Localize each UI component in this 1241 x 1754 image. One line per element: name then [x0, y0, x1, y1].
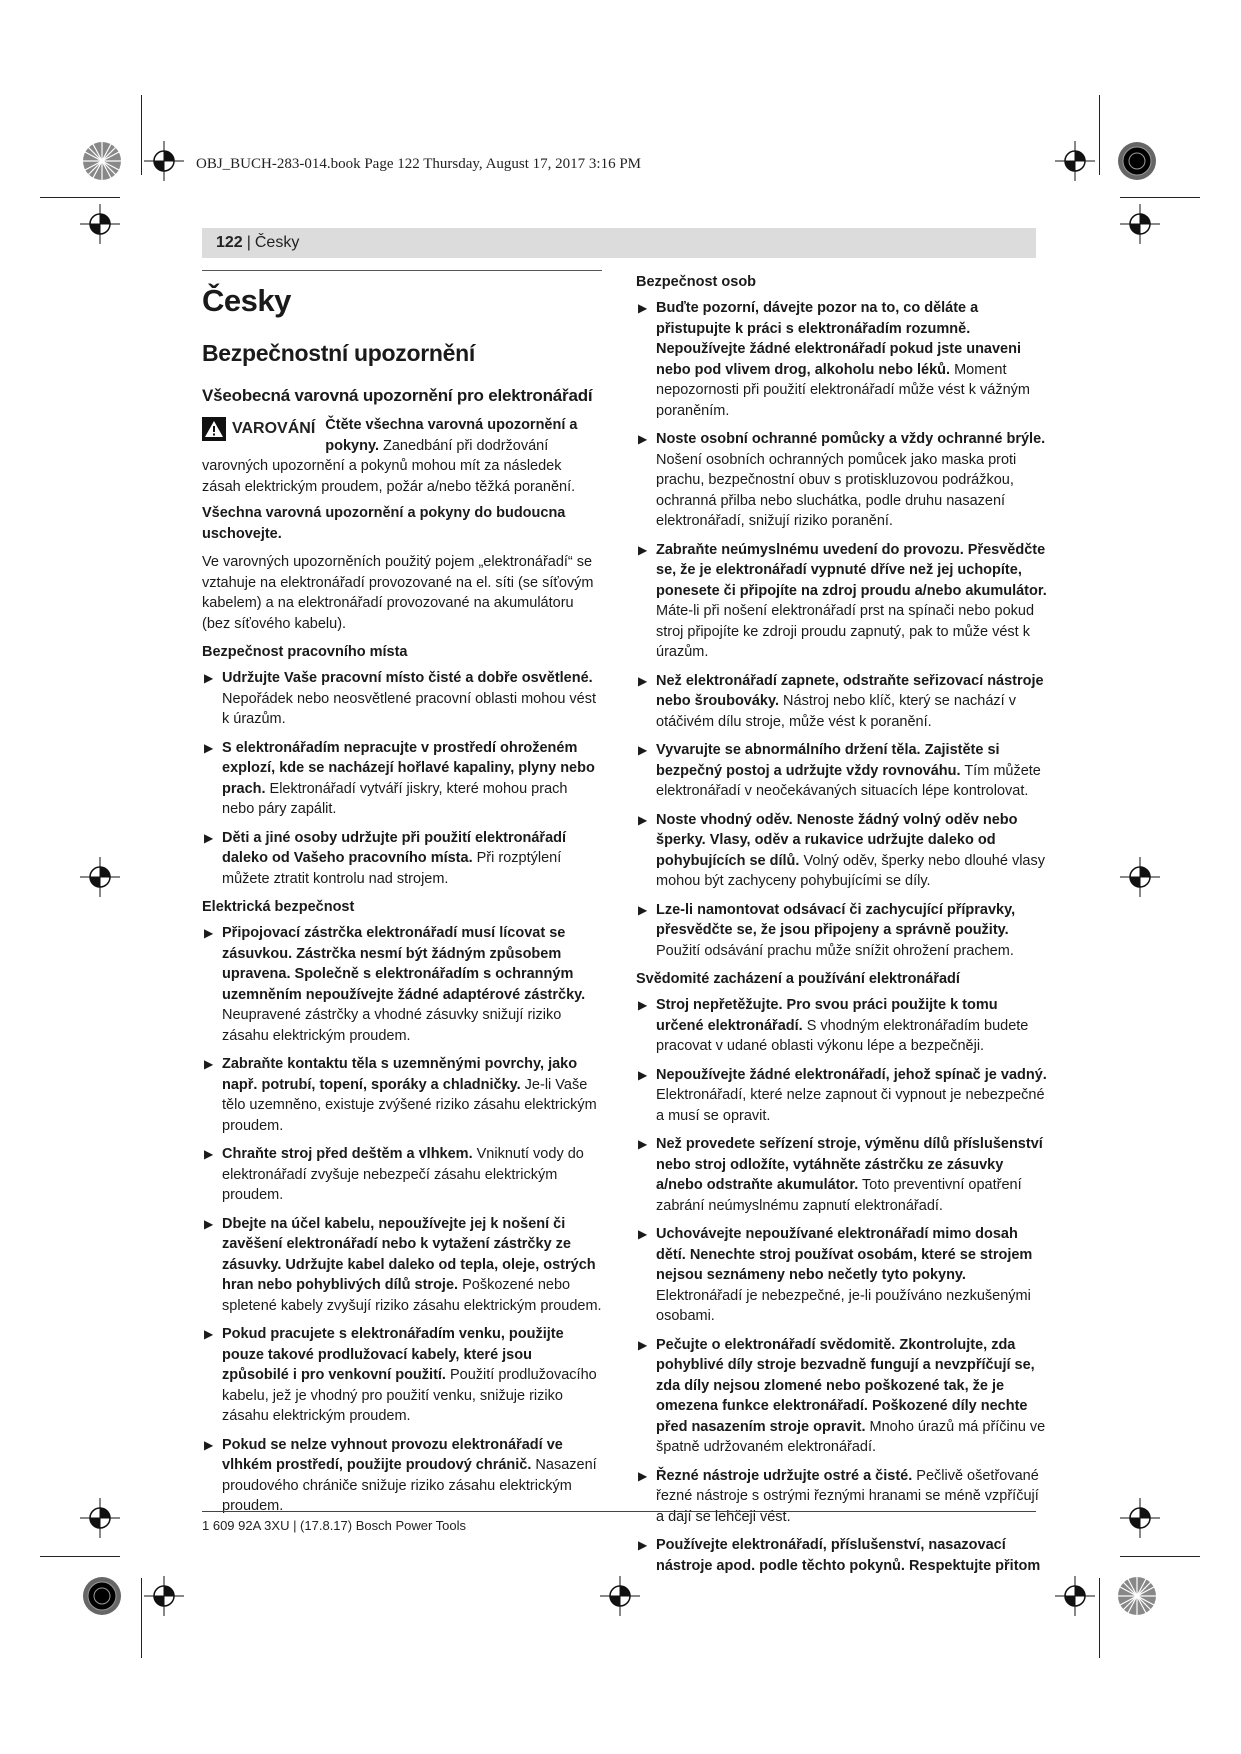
registration-crosshair-icon [1120, 1498, 1160, 1538]
registration-circle-icon [82, 1576, 122, 1616]
bullet-arrow-icon: ▶ [204, 1057, 214, 1071]
personal-heading: Bezpečnost osob [636, 274, 757, 290]
list-item: ▶ Stroj nepřetěžujte. Pro svou práci použijte k tomu určené elektronářadí. S vhodným elektronářadím budete pracovat v udané oblasti výkonu lépe a bezpečněji. [638, 997, 1029, 1054]
keep-instructions: Všechna varovná upozornění a pokyny do budoucna uschovejte. [202, 505, 566, 542]
bullet-arrow-icon: ▶ [638, 998, 648, 1012]
subsection-title: Všeobecná varovná upozornění pro elektronářadí [202, 386, 593, 405]
warning-word: VAROVÁNÍ [232, 419, 316, 437]
crop-line [141, 95, 142, 175]
bullet-arrow-icon: ▶ [638, 812, 648, 827]
list-item: ▶ Udržujte Vaše pracovní místo čisté a dobře osvětlené. Nepořádek nebo neosvětlené pracovní oblasti mohou vést k úrazům. [204, 670, 597, 727]
registration-circle-icon [1117, 141, 1157, 181]
page-header [202, 228, 1036, 258]
bullet-arrow-icon: ▶ [638, 301, 648, 315]
bullet-arrow-icon: ▶ [638, 1227, 648, 1241]
crop-line [1099, 95, 1100, 175]
warning-tag [202, 417, 315, 441]
bullet-arrow-icon: ▶ [204, 740, 214, 755]
workplace-heading: Bezpečnost pracovního místa [202, 644, 408, 660]
bullet-arrow-icon: ▶ [204, 1216, 214, 1231]
footer-rule [202, 1511, 1036, 1512]
bullet-arrow-icon: ▶ [204, 1437, 214, 1452]
column-rule [202, 270, 602, 271]
list-item: ▶ Vyvarujte se abnormálního držení těla. Zajistěte si bezpečný postoj a udržujte vždy rovnováhu. Tím můžete elektronářadí v neočekávaných situacích lépe kontrolovat. [638, 742, 1041, 799]
careful-use-list [636, 995, 1048, 1576]
registration-crosshair-icon [1120, 204, 1160, 244]
header-separator: | [246, 234, 251, 251]
registration-crosshair-icon [144, 1576, 184, 1616]
bullet-arrow-icon: ▶ [204, 926, 214, 940]
list-item: ▶ Zabraňte neúmyslnému uvedení do provozu. Přesvědčte se, že je elektronářadí vypnuté dříve než jej uchopíte, ponesete či připojíte na zdroj proudu a/nebo akumulátor. Máte-li při nošení elektronářadí prst na spínači nebo pokud stroj připojíte ke zdroji proudu zapnutý, pak to může vést k úrazům. [638, 541, 1047, 660]
list-item: ▶ Uchovávejte nepoužívané elektronářadí mimo dosah dětí. Nenechte stroj používat osobám, které se strojem nejsou seznámeny nebo nečetly tyto pokyny. Elektronářadí je nebezpečné, je-li používáno nezkušenými osobami. [638, 1226, 1033, 1324]
right-column [636, 272, 1048, 1584]
bullet-arrow-icon: ▶ [204, 671, 214, 685]
electrical-heading: Elektrická bezpečnost [202, 899, 355, 915]
registration-circle-icon [1117, 1576, 1157, 1616]
list-item: ▶ Řezné nástroje udržujte ostré a čisté. Pečlivě ošetřované řezné nástroje s ostrými řeznými hranami se méně vzpříčují a dají se lehčeji vést. [638, 1467, 1039, 1525]
list-item: ▶ Nepoužívejte žádné elektronářadí, jehož spínač je vadný. Elektronářadí, které nelze zapnout či vypnout je nebezpečné a musí se opravit. [638, 1066, 1047, 1124]
list-item: ▶ Pokud se nelze vyhnout provozu elektronářadí ve vlhkém prostředí, použijte proudový chránič. Nasazení proudového chrániče snižuje riziko zásahu elektrickým proudem. [204, 1436, 597, 1514]
list-item: ▶ Noste osobní ochranné pomůcky a vždy ochranné brýle. Nošení osobních ochranných pomůcek jako maska proti prachu, bezpečnostní obuv s protiskluzovou podrážkou, ochranná přilba nebo sluchátka, podle druhu nasazení elektronářadí, snižují riziko poranění. [638, 431, 1046, 529]
bullet-arrow-icon: ▶ [638, 1337, 648, 1352]
warning-paragraph [202, 415, 602, 497]
bullet-arrow-icon: ▶ [638, 902, 648, 917]
list-item: ▶ Děti a jiné osoby udržujte při použití elektronářadí daleko od Vašeho pracovního místa. Při rozptýlení můžete ztratit kontrolu nad strojem. [204, 829, 567, 887]
list-item: ▶ Noste vhodný oděv. Nenoste žádný volný oděv nebo šperky. Vlasy, oděv a rukavice udržujte daleko od pohybujících se dílů. Volný oděv, šperky nebo dlouhé vlasy mohou být zachyceny pohybujícími se díly. [638, 811, 1046, 889]
crop-line [1099, 1578, 1100, 1658]
list-item: ▶ Používejte elektronářadí, příslušenství, nasazovací nástroje apod. podle těchto pokynů. Respektujte přitom [638, 1537, 1041, 1574]
left-column [202, 270, 602, 1525]
list-item: ▶ Buďte pozorní, dávejte pozor na to, co děláte a přistupujte k práci s elektronářadím rozumně. Nepoužívejte žádné elektronářadí pokud jste unaveni nebo pod vlivem drog, alkoholu nebo léků. Moment nepozornosti při použití elektronářadí může vést k vážným poraněním. [638, 300, 1030, 419]
crop-line [1120, 197, 1200, 198]
registration-crosshair-icon [80, 204, 120, 244]
crop-line [40, 1556, 120, 1557]
warning-bold: Čtěte všechna varovná upozornění a pokyny. [325, 417, 578, 454]
crop-line [1120, 1556, 1200, 1557]
bullet-arrow-icon: ▶ [204, 1327, 214, 1341]
bullet-arrow-icon: ▶ [638, 1538, 648, 1552]
bullet-arrow-icon: ▶ [638, 743, 648, 757]
bullet-arrow-icon: ▶ [638, 1468, 648, 1483]
header-language: Česky [254, 234, 300, 251]
warning-text: Zanedbání při dodržování varovných upozornění a pokynů mohou mít za následek zásah elektrickým proudem, požár a/nebo těžká poranění. [202, 437, 576, 495]
section-title: Bezpečnostní upozornění [202, 340, 475, 366]
registration-crosshair-icon [1055, 1576, 1095, 1616]
print-slug: OBJ_BUCH-283-014.book Page 122 Thursday, August 17, 2017 3:16 PM [196, 156, 642, 172]
list-item: ▶ S elektronářadím nepracujte v prostředí ohroženém explozí, kde se nacházejí hořlavé kapaliny, plyny nebo prach. Elektronářadí vytváří jiskry, které mohou prach nebo páry zapálit. [204, 739, 595, 817]
personal-list [636, 298, 1048, 961]
list-item: ▶ Pečujte o elektronářadí svědomitě. Zkontrolujte, zda pohyblivé díly stroje bezvadně fungují a nevzpříčují se, zda díly nejsou zlomené nebo poškozené tak, že je omezena funkce elektronářadí. Poškozené díly nechte před nasazením stroje opravit. Mnoho úrazů má příčinu ve špatně udržovaném elektronářadí. [638, 1336, 1046, 1455]
warning-triangle-icon [202, 417, 226, 441]
page-title: Česky [202, 283, 291, 318]
registration-crosshair-icon [80, 857, 120, 897]
careful-use-heading: Svědomité zacházení a používání elektronářadí [636, 971, 960, 987]
registration-circle-icon [82, 141, 122, 181]
crop-line [141, 1578, 142, 1658]
page-footer: 1 609 92A 3XU | (17.8.17) Bosch Power Tools [202, 1518, 467, 1533]
bullet-arrow-icon: ▶ [204, 1147, 214, 1161]
workplace-list [202, 668, 602, 889]
list-item: ▶ Než elektronářadí zapnete, odstraňte seřizovací nástroje nebo šroubováky. Nástroj nebo klíč, který se nachází v otáčivém dílu stroje, může vést k poranění. [638, 672, 1044, 730]
list-item: ▶ Než provedete seřízení stroje, výměnu dílů příslušenství nebo stroj odložíte, vytáhněte zástrčku ze zásuvky a/nebo odstraňte akumulátor. Toto preventivní opatření zabrání neúmyslnému zapnutí elektronářadí. [638, 1136, 1043, 1214]
list-item: ▶ Připojovací zástrčka elektronářadí musí lícovat se zásuvkou. Zástrčka nesmí být žádným způsobem upravena. Společně s elektronářadím s ochranným uzemněním nepoužívejte žádné adaptérové zástrčky. Neupravené zástrčky a vhodné zásuvky snižují riziko zásahu elektrickým proudem. [204, 925, 586, 1044]
list-item: ▶ Dbejte na účel kabelu, nepoužívejte jej k nošení či zavěšení elektronářadí nebo k vytažení zástrčky ze zásuvky. Udržujte kabel daleko od tepla, oleje, ostrých hran nebo pohyblivých dílů stroje. Poškozené nebo spletené kabely zvyšují riziko zásahu elektrickým proudem. [204, 1215, 602, 1314]
registration-crosshair-icon [1055, 141, 1095, 181]
bullet-arrow-icon: ▶ [638, 1137, 648, 1151]
electrical-list [202, 923, 602, 1517]
bullet-arrow-icon: ▶ [638, 1067, 648, 1082]
list-item: ▶ Chraňte stroj před deštěm a vlhkem. Vniknutí vody do elektronářadí zvyšuje nebezpečí zásahu elektrickým proudem. [204, 1146, 584, 1203]
page-number: 122 [216, 234, 243, 251]
bullet-arrow-icon: ▶ [638, 432, 648, 446]
registration-crosshair-icon [1120, 857, 1160, 897]
list-item: ▶ Lze-li namontovat odsávací či zachycující přípravky, přesvědčte se, že jsou připojeny a správně použity. Použití odsávání prachu může snížit ohrožení prachem. [638, 901, 1016, 959]
bullet-arrow-icon: ▶ [638, 542, 648, 557]
registration-crosshair-icon [144, 141, 184, 181]
crop-line [40, 197, 120, 198]
registration-crosshair-icon [600, 1576, 640, 1616]
list-item: ▶ Zabraňte kontaktu těla s uzemněnými povrchy, jako např. potrubí, topení, sporáky a chladničky. Je-li Vaše tělo uzemněno, existuje zvýšené riziko zásahu elektrickým proudem. [204, 1056, 597, 1134]
registration-crosshair-icon [80, 1498, 120, 1538]
definition-paragraph: Ve varovných upozorněních použitý pojem „elektronářadí“ se vztahuje na elektronářadí provozované na el. síti (se síťovým kabelem) a na elektronářadí provozované na akumulátoru (bez síťového kabelu). [202, 554, 594, 632]
list-item: ▶ Pokud pracujete s elektronářadím venku, použijte pouze takové prodlužovací kabely, které jsou způsobilé i pro venkovní použití. Použití prodlužovacího kabelu, jež je vhodný pro použití venku, snižuje riziko zásahu elektrickým proudem. [204, 1326, 597, 1424]
bullet-arrow-icon: ▶ [204, 830, 214, 845]
bullet-arrow-icon: ▶ [638, 673, 648, 688]
